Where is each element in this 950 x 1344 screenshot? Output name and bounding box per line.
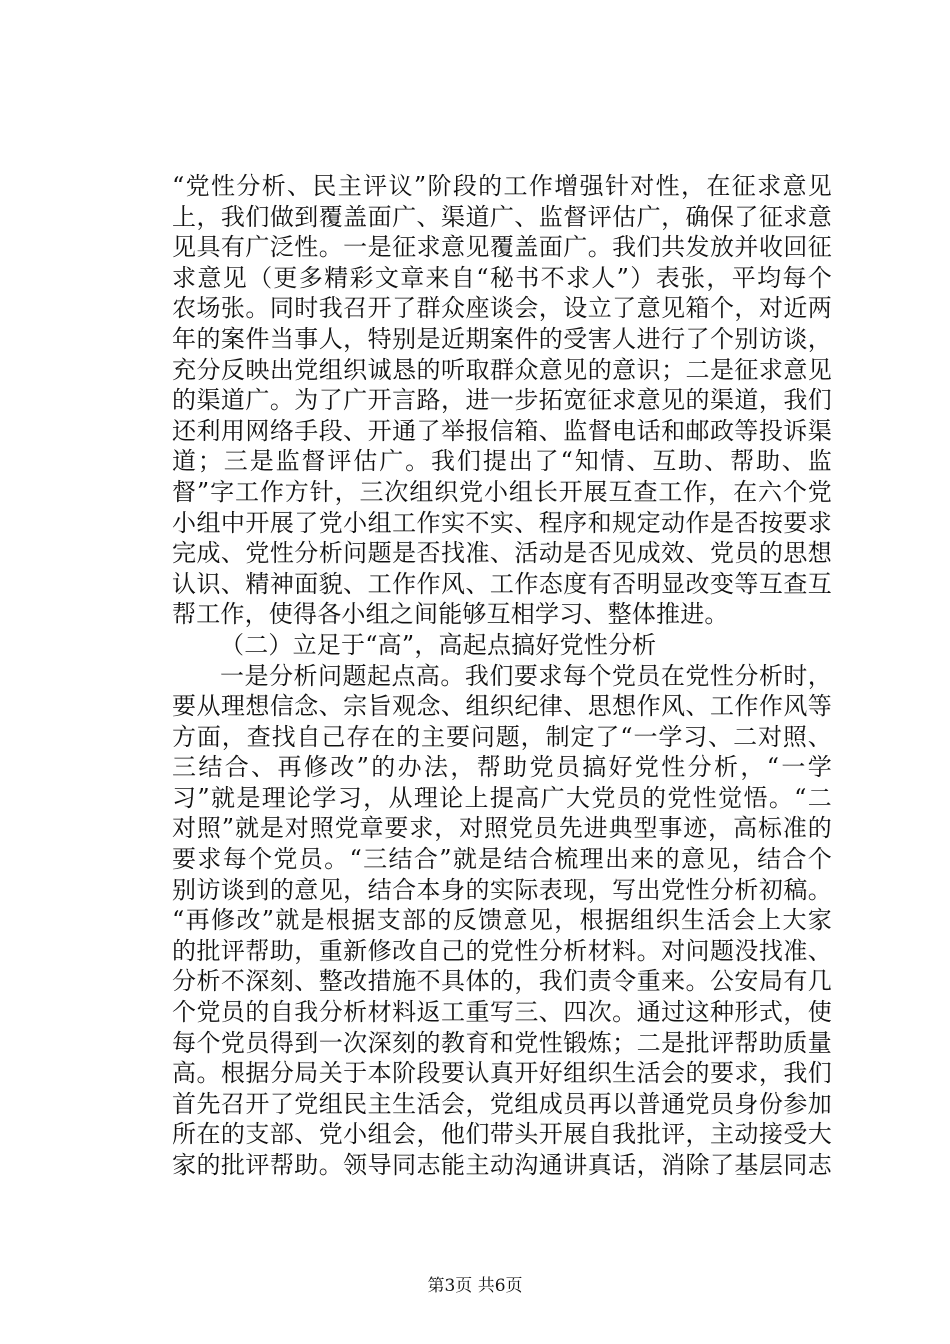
- body-line: 对照”就是对照党章要求，对照党员先进典型事迹，高标准的: [172, 814, 832, 843]
- body-line: 求意见（更多精彩文章来自“秘书不求人”）表张，平均每个: [172, 263, 832, 292]
- body-line: 首先召开了党组民主生活会，党组成员再以普通党员身份参加: [172, 1089, 832, 1118]
- body-line: “再修改”就是根据支部的反馈意见，根据组织生活会上大家: [172, 906, 832, 935]
- body-line: 一是分析问题起点高。我们要求每个党员在党性分析时，: [220, 661, 832, 690]
- body-line: 分析不深刻、整改措施不具体的，我们责令重来。公安局有几: [172, 967, 832, 996]
- body-line: 家的批评帮助。领导同志能主动沟通讲真话，消除了基层同志: [172, 1151, 832, 1179]
- body-line: 农场张。同时我召开了群众座谈会，设立了意见箱个，对近两: [172, 294, 832, 323]
- body-line: 每个党员得到一次深刻的教育和党性锻炼；二是批评帮助质量: [172, 1028, 832, 1057]
- body-line: 要从理想信念、宗旨观念、组织纪律、思想作风、工作作风等: [172, 692, 832, 721]
- section-heading: （二）立足于“高”，高起点搞好党性分析: [220, 630, 657, 659]
- body-line: 小组中开展了党小组工作实不实、程序和规定动作是否按要求: [172, 508, 832, 537]
- body-line: 个党员的自我分析材料返工重写三、四次。通过这种形式，使: [172, 998, 832, 1027]
- body-line: 高。根据分局关于本阶段要认真开好组织生活会的要求，我们: [172, 1059, 832, 1088]
- body-line: 道；三是监督评估广。我们提出了“知情、互助、帮助、监: [172, 447, 832, 476]
- document-body: [172, 171, 832, 1181]
- body-line: 方面，查找自己存在的主要问题，制定了“一学习、二对照、: [172, 722, 832, 751]
- body-line: 要求每个党员。“三结合”就是结合梳理出来的意见，结合个: [172, 845, 832, 874]
- body-line: 充分反映出党组织诚恳的听取群众意见的意识；二是征求意见: [172, 355, 832, 384]
- body-line: 的批评帮助，重新修改自己的党性分析材料。对问题没找准、: [172, 936, 832, 965]
- body-line: 帮工作，使得各小组之间能够互相学习、整体推进。: [172, 600, 729, 629]
- body-line: 习”就是理论学习，从理论上提高广大党员的党性觉悟。“二: [172, 783, 832, 812]
- body-line: 别访谈到的意见，结合本身的实际表现，写出党性分析初稿。: [172, 875, 832, 904]
- body-line: 还利用网络手段、开通了举报信箱、监督电话和邮政等投诉渠: [172, 416, 832, 445]
- body-line: 督”字工作方针，三次组织党小组长开展互查工作，在六个党: [172, 477, 832, 506]
- body-line: 上，我们做到覆盖面广、渠道广、监督评估广，确保了征求意: [172, 202, 832, 231]
- body-line: 完成、党性分析问题是否找准、活动是否见成效、党员的思想: [172, 539, 832, 568]
- body-line: 见具有广泛性。一是征求意见覆盖面广。我们共发放并收回征: [172, 233, 832, 262]
- body-line: 的渠道广。为了广开言路，进一步拓宽征求意见的渠道，我们: [172, 386, 832, 415]
- body-line: 所在的支部、党小组会，他们带头开展自我批评，主动接受大: [172, 1120, 832, 1149]
- body-line: 三结合、再修改”的办法，帮助党员搞好党性分析，“一学: [172, 753, 832, 782]
- page-footer: 第3页 共6页: [427, 1276, 523, 1296]
- body-line: 认识、精神面貌、工作作风、工作态度有否明显改变等互查互: [172, 569, 832, 598]
- body-line: “党性分析、民主评议”阶段的工作增强针对性，在征求意见: [172, 172, 832, 200]
- body-line: 年的案件当事人，特别是近期案件的受害人进行了个别访谈，: [172, 324, 832, 353]
